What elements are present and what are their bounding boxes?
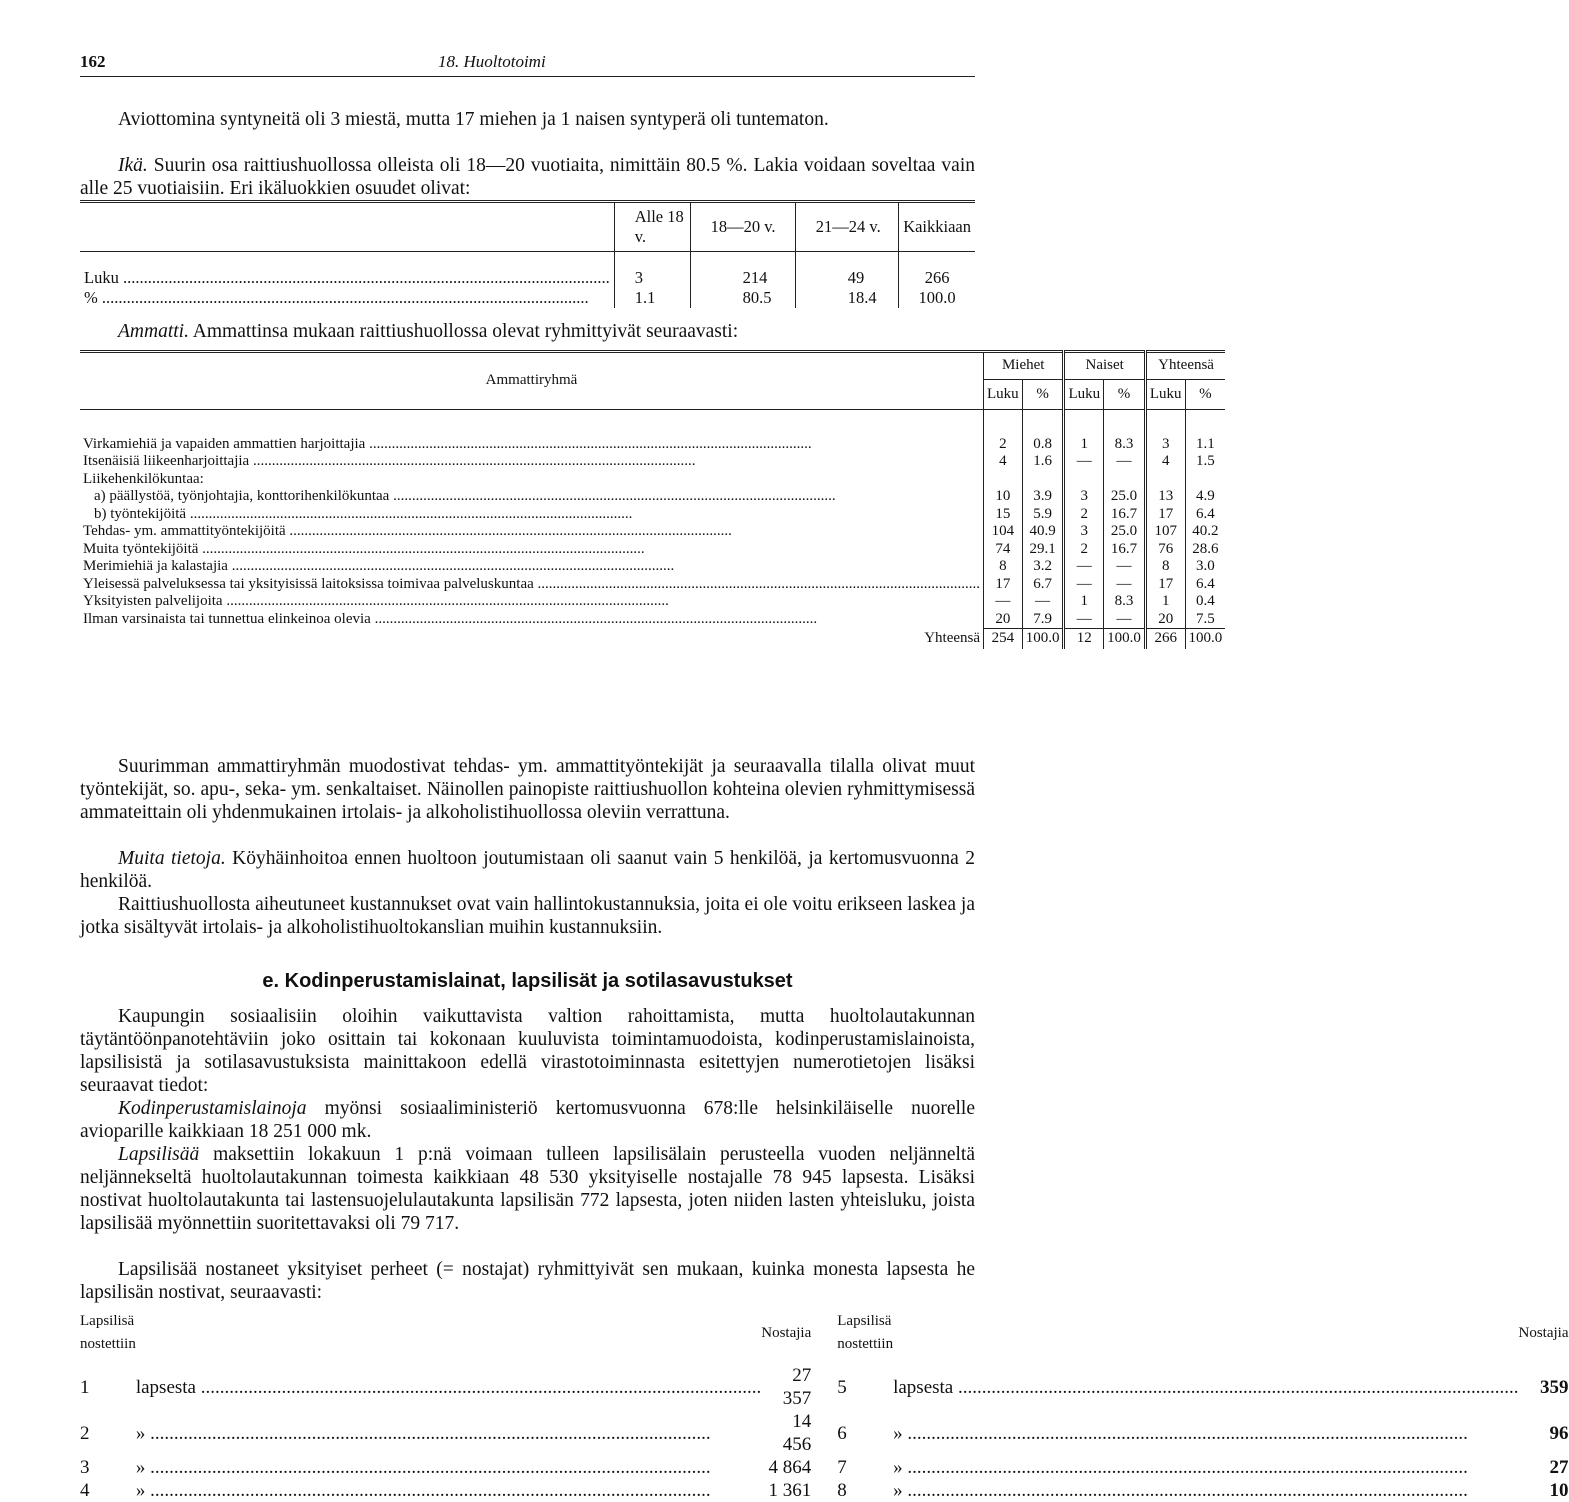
section-e-paragraph-3: Lapsilisää maksettiin lokakuun 1 p:nä voimaan tulleen lapsilisälain perusteella vuoden neljänneltä neljännekseltä huoltolautakunnan toimesta kaikkiaan 48 530 yksityiselle nostajalle 78 945 lapsesta. Lisäksi nostivat huoltolautakunta tai lastensuojelulautakunta lapsilisän 772 lapsesta, joten niiden lasten yhteisluku, joista lapsilisää myönnettiin suoritettavaksi oli 79 717. [80,1144,975,1234]
table-row: Merimiehiä ja kalastajia ..... 8 3.2 — — 8 3.0 [80,558,1225,576]
age-header: Kaikkiaan [903,217,971,236]
age-header: 21—24 v. [795,202,898,252]
kodinperustamislainoja-label: Kodinperustamislainoja [118,1098,307,1119]
occupation-table: Ammattiryhmä Miehet Naiset Yhteensä Luku % Luku % Luku % Virkamiehiä ja vapaiden ammattien harjoittajia ..... 2 0.8 1 8.3 3 1.1 Itsenäisiä liikeenharjoittajia ..... 4 1.6 — — 4 1.5 Liikehenkilökuntaa: a) päällystöä, työnjohtajia, konttorihenkilökuntaa ..... 10 3.9 3 25.0 13 4.9 b) työntekijöitä ..... 15 5.9 2 16.7 17 6.4 Tehdas- ym. ammattityöntekijöitä ..... 104 40.9 3 25.0 107 40.2 Muita työntekijöitä ..... 74 29.1 2 16.7 76 28.6 Merimiehiä ja kalastajia ..... 8 3.2 — — 8 3.0 Yleisessä palveluksessa tai yksityisissä laitoksissa toimivaa palveluskuntaa ..... 17 6.7 — — 17 6.4 Yksityisten palvelijoita ..... — — 1 8.3 1 0.4 Ilman varsinaista tai tunnettua elinkeinoa olevia ..... 20 7.9 — — 20 7.5 Yhteensä 254 100.0 12 100.0 266 100.0 [80,350,1225,649]
table-row: Yksityisten palvelijoita ..... — — 1 8.3 1 0.4 [80,593,1225,611]
table-row: Yleisessä palveluksessa tai yksityisissä laitoksissa toimivaa palveluskuntaa ..... 17 6.7 — — 17 6.4 [80,576,1225,594]
table-row: Virkamiehiä ja vapaiden ammattien harjoittajia ..... 2 0.8 1 8.3 3 1.1 [80,436,1225,454]
muita-label: Muita tietoja. [118,848,226,869]
table-row: 3 » ..... 4 864 7 » ..... 27 [80,1456,1569,1479]
table-row: a) päällystöä, työnjohtajia, konttorihenkilökuntaa ..... 10 3.9 3 25.0 13 4.9 [80,488,1225,506]
occupation-total-row: Yhteensä 254 100.0 12 100.0 266 100.0 [80,629,1225,649]
occupation-group-header: Ammattiryhmä [80,352,984,410]
lapsilisaa-label: Lapsilisää [118,1144,200,1165]
section-e-paragraph-1: Kaupungin sosiaalisiin oloihin vaikuttavista valtion rahoittamista, mutta huoltolautakunnan täytäntöönpanotehtäviin joko osittain tai kokonaan kuuluvista toimintamuodoista, kodinperustamislainoista, lapsilisistä ja sotilasavustuksista mainittakoon edellä virastotoiminnasta esitettyjen numerotietojen lisäksi seuraavat tiedot: [80,1006,975,1096]
table-row: Tehdas- ym. ammattityöntekijöitä ..... 104 40.9 3 25.0 107 40.2 [80,523,1225,541]
body-paragraph-1: Suurimman ammattiryhmän muodostivat tehdas- ym. ammattityöntekijät ja seuraavalla tilalla olivat muut työntekijät, so. apu-, seka- ym. senkaltaiset. Näinollen painopiste raittiushuollon kohteina olevien ryhmittymisessä ammateittain oli yhdenmukainen irtolais- ja alkoholistihuollossa oleviin verrattuna. [80,756,975,823]
body-paragraph-3: Raittiushuollosta aiheutuneet kustannukset ovat vain hallintokustannuksia, joita ei ole voitu erikseen laskea ja jotka sisältyvät irtolais- ja alkoholistihuoltokanslian muihin kustannuksiin. [80,894,975,938]
age-header: Alle 18 v. [614,202,690,252]
table-row: 4 » ..... 1 361 8 » ..... 10 [80,1479,1569,1502]
running-title: 18. Huoltotoimi [438,52,546,71]
ammatti-paragraph: Ammatti. Ammattinsa mukaan raittiushuollossa olevat ryhmittyivät seuraavasti: [118,321,739,342]
table-row: Muita työntekijöitä ..... 74 29.1 2 16.7 76 28.6 [80,541,1225,559]
page-number: 162 [80,52,106,71]
table-row: b) työntekijöitä ..... 15 5.9 2 16.7 17 6.4 [80,506,1225,524]
age-distribution-table [80,200,975,308]
table-row: % ..... 1.1 80.5 18.4 100.0 [80,288,975,308]
page-header [80,50,975,77]
section-heading: e. Kodinperustamislainat, lapsilisät ja sotilasavustukset [262,970,793,992]
table-row: 1 lapsesta ..... 27 357 5 lapsesta ..... 359 [80,1364,1569,1410]
col-group-miehet: Miehet [984,352,1064,380]
ammatti-label: Ammatti. [118,321,189,342]
col-group-yhteensa: Yhteensä [1145,352,1225,380]
body-paragraph-2: Muita tietoja. Köyhäinhoitoa ennen huoltoon joutumistaan oli saanut vain 5 henkilöä, ja kertomusvuonna 2 henkilöä. [80,848,976,892]
table-row: 2 » ..... 14 456 6 » ..... 96 [80,1410,1569,1456]
allowance-table: Lapsilisä nostettiin Nostajia Lapsilisä nostettiin Nostajia 1 lapsesta ..... 27 357 5 lapsesta ..... 359 2 » ..... 14 456 6 » ..... 96 3 » ..... 4 864 7 » ..... 27 4 » ..... 1 361 8 » ..... 10 [80,1310,975,1502]
intro-paragraph-2: Ikä. Suurin osa raittiushuollossa olleista oli 18—20 vuotiaita, nimittäin 80.5 %. Lakia voidaan soveltaa vain alle 25 vuotiaisiin. Eri ikäluokkien osuudet olivat: [80,155,976,199]
table-row: Luku ..... 3 214 49 266 [80,268,975,288]
table-row: Ilman varsinaista tai tunnettua elinkeinoa olevia ..... 20 7.9 — — 20 7.5 [80,611,1225,629]
col-group-naiset: Naiset [1064,352,1145,380]
section-e-paragraph-4: Lapsilisää nostaneet yksityiset perheet (= nostajat) ryhmittyivät sen mukaan, kuinka monesta lapsesta he lapsilisän nostivat, seuraavasti: [80,1259,975,1303]
intro-paragraph-1: Aviottomina syntyneitä oli 3 miestä, mutta 17 miehen ja 1 naisen syntyperä oli tuntematon. [118,109,829,130]
age-header: 18—20 v. [690,202,795,252]
table-row: Itsenäisiä liikeenharjoittajia ..... 4 1.6 — — 4 1.5 [80,453,1225,471]
section-e-paragraph-2: Kodinperustamislainoja myönsi sosiaaliministeriö kertomusvuonna 678:lle helsinkiläiselle nuorelle avioparille kaikkiaan 18 251 000 mk. [80,1098,975,1142]
ika-label: Ikä. [118,155,148,176]
table-row: Liikehenkilökuntaa: [80,471,1225,489]
